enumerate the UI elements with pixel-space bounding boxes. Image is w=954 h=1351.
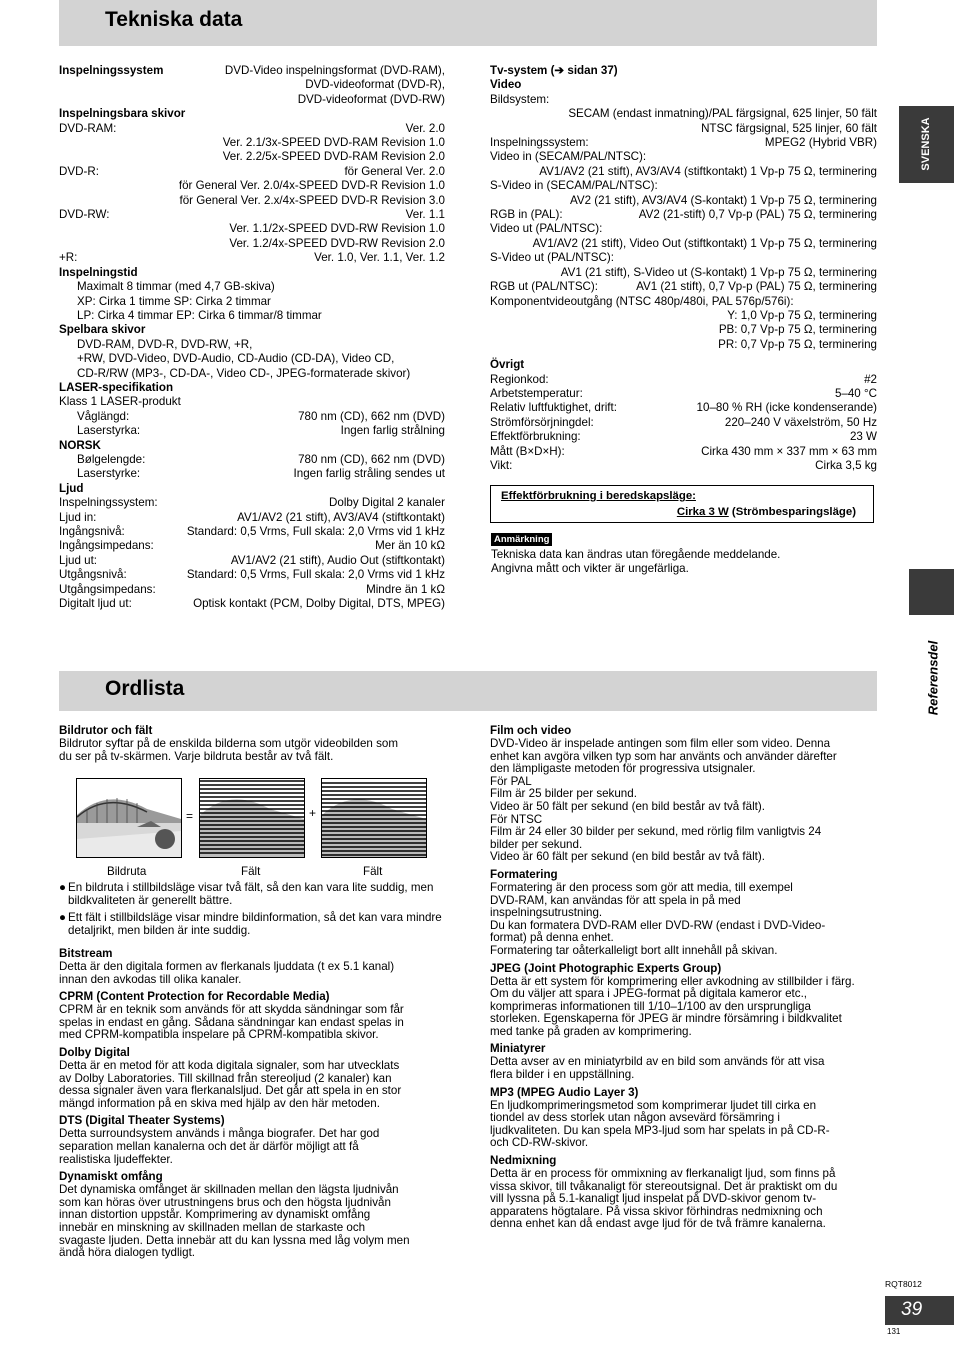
glossary-term: Miniatyrer [490,1042,546,1056]
spec-heading: Inspelningstid [59,265,138,279]
spec-value: AV1/AV2 (21 stift), AV3/AV4 (stiftkontakt) [237,510,445,524]
spec-value: AV1 (21 stift), 0,7 Vp-p (PAL) 75 Ω, terminering [636,280,877,294]
spec-row [490,401,877,415]
spec-value: Dolby Digital 2 kanaler [329,496,445,510]
spec-value-line: för General Ver. 2.0/4x-SPEED DVD-R Revision 1.0 [178,179,445,193]
spec-value-line: Ver. 2.2/5x-SPEED DVD-RAM Revision 2.0 [222,150,445,164]
spec-label: Inspelningssystem [59,64,164,77]
spec-row [59,597,445,611]
spec-value: DVD-Video inspelningsformat (DVD-RAM), [224,64,445,77]
spec-heading: Ljud [59,481,84,495]
spec-value: MPEG2 (Hybrid VBR) [764,136,877,150]
spec-row [59,525,445,539]
spec-line: Video ut (PAL/NTSC): [490,222,603,236]
figure-label-field-2: Fält [363,865,383,878]
spec-value-line: Ver. 1.2/4x-SPEED DVD-RW Revision 2.0 [229,236,445,250]
spec-label: Regionkod: [490,372,549,386]
figure-label-field-1: Fält [241,865,261,878]
spec-value: AV1/AV2 (21 stift), Audio Out (stiftkontakt) [230,553,445,567]
spec-line: Maximalt 8 timmar (med 4,7 GB-skiva) [77,280,275,294]
spec-heading: Övrigt [490,358,525,372]
spec-value-line: AV2 (21 stift), AV3/AV4 (S-kontakt) 1 Vp-p 75 Ω, terminering [569,193,877,207]
spec-value: Standard: 0,5 Vrms, Full skala: 2,0 Vrms vid 1 kHz [186,568,445,582]
spec-value: för General Ver. 2.0 [344,164,445,178]
tekniska-header-bar [59,0,877,46]
spec-heading: Video [490,78,522,92]
spec-label: Ljud ut: [59,553,98,567]
spec-heading: LASER-specifikation [59,380,174,394]
spec-label: RGB ut (PAL/NTSC): [490,280,599,294]
section-title-tekniska: Tekniska data [105,8,243,31]
glossary-term: Bildrutor och fält [59,724,153,737]
glossary-definition: Detta är en process för ommixning av flerkanaligt ljud, som finns på vissa skivor, till tvåkanaligt för stereoutsignal. Det är praktiskt om du vill lyssna på 5.1-kanaligt ljud inspelat på DVD-skivor genom tv- apparatens högtalare. På vissa skivor förhindras nedmixning och denna enhet kan då endast avge ljud för de två främre kanalerna. [490,1167,838,1231]
spec-row [490,459,877,473]
spec-value: Standard: 0,5 Vrms, Full skala: 2,0 Vrms vid 1 kHz [186,525,445,538]
spec-row [490,280,877,294]
page-number-box [885,1296,954,1325]
spec-row [490,387,877,401]
spec-row [59,583,445,597]
spec-value-line: för General Ver. 2.x/4x-SPEED DVD-R Revision 3.0 [179,193,445,207]
spec-row [59,410,445,424]
glossary-term: MP3 (MPEG Audio Layer 3) [490,1085,639,1099]
standby-power-value [677,506,856,518]
ordlista-header-bar [59,671,877,711]
spec-value-line: Y: 1,0 Vp-p 75 Ω, terminering [727,308,877,322]
spec-label: Utgångsimpedans: [59,582,156,596]
spec-row [490,373,877,387]
field-illustration-icon [200,779,304,857]
spec-line: CD-R/RW (MP3-, CD-DA-, Video CD-, JPEG-formaterade skivor) [77,366,411,380]
section-tab [909,569,954,615]
spec-heading: Tv-system (➔ sidan 37) [490,64,618,77]
glossary-term: CPRM (Content Protection for Recordable Media) [59,990,330,1004]
figure-plus: + [309,806,317,820]
glossary-entry-bildrutor [59,720,449,763]
spec-label: Ljud in: [59,510,97,524]
spec-value: Cirka 430 mm × 337 mm × 63 mm [701,444,877,458]
glossary-term: Film och video [490,724,572,737]
spec-value-line: DVD-videoformat (DVD-RW) [297,92,445,106]
frame-image [76,778,182,858]
frame-illustration-icon [77,779,181,857]
spec-value: Ver. 1.0, Ver. 1.1, Ver. 1.2 [314,251,445,265]
spec-label: Relativ luftfuktighet, drift: [490,401,617,415]
standby-power-box [490,485,874,523]
spec-row [490,445,877,459]
spec-value: Ver. 1.1 [405,208,445,222]
spec-value: #2 [864,372,877,386]
spec-label: Utgångsnivå: [59,568,127,582]
bullet-text: Ett fält i stillbildsläge visar mindre bildinformation, så det kan vara mindre detaljrikt, men bilden är inte suddig. [68,911,442,937]
spec-row [59,467,445,481]
spec-label: Laserstyrka: [77,424,141,438]
note-block [491,532,780,575]
glossary-definition: Detta surroundsystem används i många biografer. Det har god separation mellan kanalerna och det är därför möjligt att få realistiska ljudeffekter. [59,1127,380,1166]
spec-value-line: DVD-videoformat (DVD-R), [305,78,445,92]
field-image-2 [321,778,427,858]
glossary-term: Formatering [490,867,558,881]
spec-value: Ver. 2.0 [405,121,445,135]
spec-row [59,453,445,467]
spec-value: Ingen farlig strålning [340,424,445,438]
spec-value: Cirka 3,5 kg [815,458,877,472]
standby-power-watts: Cirka 3 W [676,506,729,518]
spec-row [59,568,445,582]
spec-value: 780 nm (CD), 662 nm (DVD) [298,452,445,466]
spec-value-line: AV1/AV2 (21 stift), Video Out (stiftkontakt) 1 Vp-p 75 Ω, terminering [532,236,877,250]
language-tab-label: SVENSKA [920,117,932,171]
spec-value: Mindre än 1 kΩ [366,582,445,596]
glossary-term: Bitstream [59,947,113,960]
spec-value: 780 nm (CD), 662 nm (DVD) [298,409,445,423]
spec-label: DVD-RAM: [59,121,117,135]
spec-line: S-Video ut (PAL/NTSC): [490,251,614,265]
glossary-definition: En ljudkomprimeringsmetod som komprimerar ljudet till cirka en tiondel av dess storlek utan någon avsevärd försämring i ljudkvaliteten. Du kan spela MP3-ljud som har spelats in på CD-R- och CD-RW-skivor. [490,1098,830,1150]
glossary-definition: Detta är den digitala formen av flerkanals ljuddata (t ex 5.1 kanal) innan den avkodas till olika kanaler. [59,960,395,986]
glossary-definition: Det dynamiska omfånget är skillnaden mellan den lägsta ljudnivån som kan höras över utrustningens brus och den högsta ljudnivån innan distortion uppstår. Komprimering av dynamiskt omfång innebär en minskning av skillnaden mellan de starkaste och svagaste ljuden. Detta innebär att du kan lyssna med låg volym men ändå höra dialogen tydligt. [59,1183,410,1260]
spec-line: +RW, DVD-Video, DVD-Audio, CD-Audio (CD-DA), Video CD, [77,352,395,366]
spec-row [59,208,445,222]
spec-label: RGB in (PAL): [490,208,563,222]
spec-value-line: AV1/AV2 (21 stift), AV3/AV4 (stiftkontakt) 1 Vp-p 75 Ω, terminering [539,164,877,178]
spec-label: Vikt: [490,458,513,472]
section-tab-label: Referensdel [925,640,941,716]
note-badge: Anmärkning [491,533,552,546]
glossary-term: Dolby Digital [59,1045,130,1059]
spec-line: Bildsystem: [490,92,550,106]
spec-value-line: NTSC färgsignal, 525 linjer, 60 fält [701,121,877,135]
spec-label: +R: [59,251,78,265]
bullet-item: ● En bildruta i stillbildsläge visar två fält, så den kan vara lite suddig, men bildkvaliteten är generellt bättre. [59,881,447,907]
glossary-term: Nedmixning [490,1154,557,1168]
spec-label: Strömförsörjningdel: [490,415,594,429]
spec-label: Bølgelengde: [77,452,146,466]
spec-value-line: Ver. 1.1/2x-SPEED DVD-RW Revision 1.0 [229,222,445,236]
glossary-definition: DVD-Video är inspelade antingen som film eller som video. Denna enhet kan avgöra vilken typ som har använts och använder därefter den lämpligaste metoden för progressiva utsignaler. För PAL Film är 25 bilder per sekund. Video är 50 fält per sekund (en bild består av två fält). För NTSC Film är 24 eller 30 bilder per sekund, med rörlig film vanligtvis 24 bilder per sekund. Video är 60 fält per sekund (en bild består av två fält). [490,737,837,864]
glossary-term: JPEG (Joint Photographic Experts Group) [490,961,722,975]
spec-line: S-Video in (SECAM/PAL/NTSC): [490,179,658,193]
glossary-definition: Detta är ett system för komprimering eller avkodning av stillbilder i färg. Om du väljer att spara i JPEG-format på digitala kameror etc., komprimeras informationen till 1/10–1/100 av den ursprungliga storleken. Egenskaperna för JPEG är mindre försämring i bildkvalitet med tanke på graden av komprimering. [490,974,855,1038]
spec-label: Ingångsnivå: [59,525,125,538]
spec-row [59,165,445,179]
spec-row [59,122,445,136]
spec-row [59,251,445,265]
spec-label: Ingångsimpedans: [59,539,154,553]
glossary-definition: Formatering är den process som gör att media, till exempel DVD-RAM, kan användas för att spela in på med inspelningsutrustning. Du kan formatera DVD-RAM eller DVD-RW (endast i DVD-Video- format) på denna enhet. Formatering tar oåterkalleligt bort allt innehåll på skivan. [490,880,826,957]
spec-row [59,424,445,438]
spec-line: Komponentvideoutgång (NTSC 480p/480i, PAL 576p/576i): [490,294,794,308]
sequence-number: 131 [887,1327,901,1336]
spec-label: Effektförbrukning: [490,430,581,444]
figure-equals: = [186,809,194,823]
specs-left-column [59,64,445,611]
spec-row [59,554,445,568]
glossary-left-column [59,943,449,1260]
page-number: 39 [901,1299,923,1320]
glossary-term: DTS (Digital Theater Systems) [59,1114,225,1128]
spec-label: Digitalt ljud ut: [59,597,132,611]
bullet-list [59,881,447,937]
spec-line: Klass 1 LASER-produkt [59,395,181,409]
spec-label: Mått (B×D×H): [490,444,565,458]
spec-label: DVD-RW: [59,208,110,222]
spec-value: 23 W [849,430,877,444]
spec-row [490,416,877,430]
spec-label: Våglängd: [77,409,130,423]
spec-value-line: AV1 (21 stift), S-Video ut (S-kontakt) 1 Vp-p 75 Ω, terminering [560,265,877,279]
spec-line: DVD-RAM, DVD-R, DVD-RW, +R, [77,337,253,351]
spec-line: LP: Cirka 4 timmar EP: Cirka 6 timmar/8 timmar [77,308,322,322]
spec-label: DVD-R: [59,164,99,178]
spec-value: Ingen farlig stråling sendes ut [293,467,445,481]
language-tab [899,106,954,183]
spec-label: Inspelningssystem: [490,136,589,150]
bullet-text: En bildruta i stillbildsläge visar två fält, så den kan vara lite suddig, men bildkvaliteten är generellt bättre. [68,881,434,907]
spec-row [490,430,877,444]
spec-value: 5–40 °C [834,386,877,400]
glossary-definition: CPRM är en teknik som används för att skydda sändningar som får spelas in endast en gång. Sådana sändningar kan endast spelas in med CPRM-kompatibla inspelare på CPRM-kompatibla skivor. [59,1003,404,1042]
spec-row [59,539,445,553]
document-code: RQT8012 [885,1279,922,1289]
spec-row [59,64,445,78]
spec-row [490,136,877,150]
standby-power-label: Effektförbrukning i beredskapsläge: [501,490,696,502]
field-image-1 [199,778,305,858]
spec-heading: Spelbara skivor [59,323,146,337]
spec-heading: NORSK [59,438,101,452]
spec-label: Laserstyrke: [77,467,141,481]
spec-value: Optisk kontakt (PCM, Dolby Digital, DTS, MPEG) [193,597,445,611]
spec-value: AV2 (21-stift) 0,7 Vp-p (PAL) 75 Ω, terminering [638,208,877,222]
spec-label: Inspelningssystem: [59,496,158,510]
glossary-definition: Detta är en metod för att koda digitala signaler, som har utvecklats av Dolby Laboratories. Till skillnad från stereoljud (2 kanaler) kan dessa signaler även vara flerkanalsljud. Det går att spela in en stor mängd information på en skiva med hjälp av den här metoden. [59,1058,402,1110]
section-title-ordlista: Ordlista [105,677,185,700]
spec-line: XP: Cirka 1 timme SP: Cirka 2 timmar [77,294,271,308]
spec-row [59,496,445,510]
specs-right-column [490,64,877,473]
glossary-definition: Bildrutor syftar på de enskilda bilderna som utgör videobilden som du ser på tv-skärmen. Varje bildruta består av två fält. [59,737,398,763]
spec-value-line: PR: 0,7 Vp-p 75 Ω, terminering [718,337,877,351]
spec-row [490,208,877,222]
spec-value: 10–80 % RH (icke kondenserande) [696,401,877,415]
spec-heading: Inspelningsbara skivor [59,107,186,121]
spec-value-line: PB: 0,7 Vp-p 75 Ω, terminering [718,323,877,337]
note-line-2: Angivna mått och vikter är ungefärliga. [491,561,689,575]
figure-label-frame: Bildruta [107,865,147,878]
glossary-right-column [490,720,880,1231]
spec-value: 220–240 V växelström, 50 Hz [724,415,877,429]
glossary-definition: Detta avser av en miniatyrbild av en bild som används för att visa flera bilder i en uppställning. [490,1055,825,1082]
spec-label: Arbetstemperatur: [490,386,583,400]
spec-value: Mer än 10 kΩ [375,539,445,553]
spec-line: Video in (SECAM/PAL/NTSC): [490,150,647,164]
note-line-1: Tekniska data kan ändras utan föregående meddelande. [491,548,781,561]
glossary-term: Dynamiskt omfång [59,1170,163,1184]
field-illustration-icon [322,779,426,857]
spec-value-line: Ver. 2.1/3x-SPEED DVD-RAM Revision 1.0 [222,136,445,150]
standby-power-mode: (Strömbesparingsläge) [728,506,856,518]
bullet-item: ● Ett fält i stillbildsläge visar mindre bildinformation, så det kan vara mindre detaljrikt, men bilden är inte suddig. [59,911,447,937]
spec-row [59,511,445,525]
spec-value-line: SECAM (endast inmatning)/PAL färgsignal, 625 linjer, 50 fält [568,107,877,121]
